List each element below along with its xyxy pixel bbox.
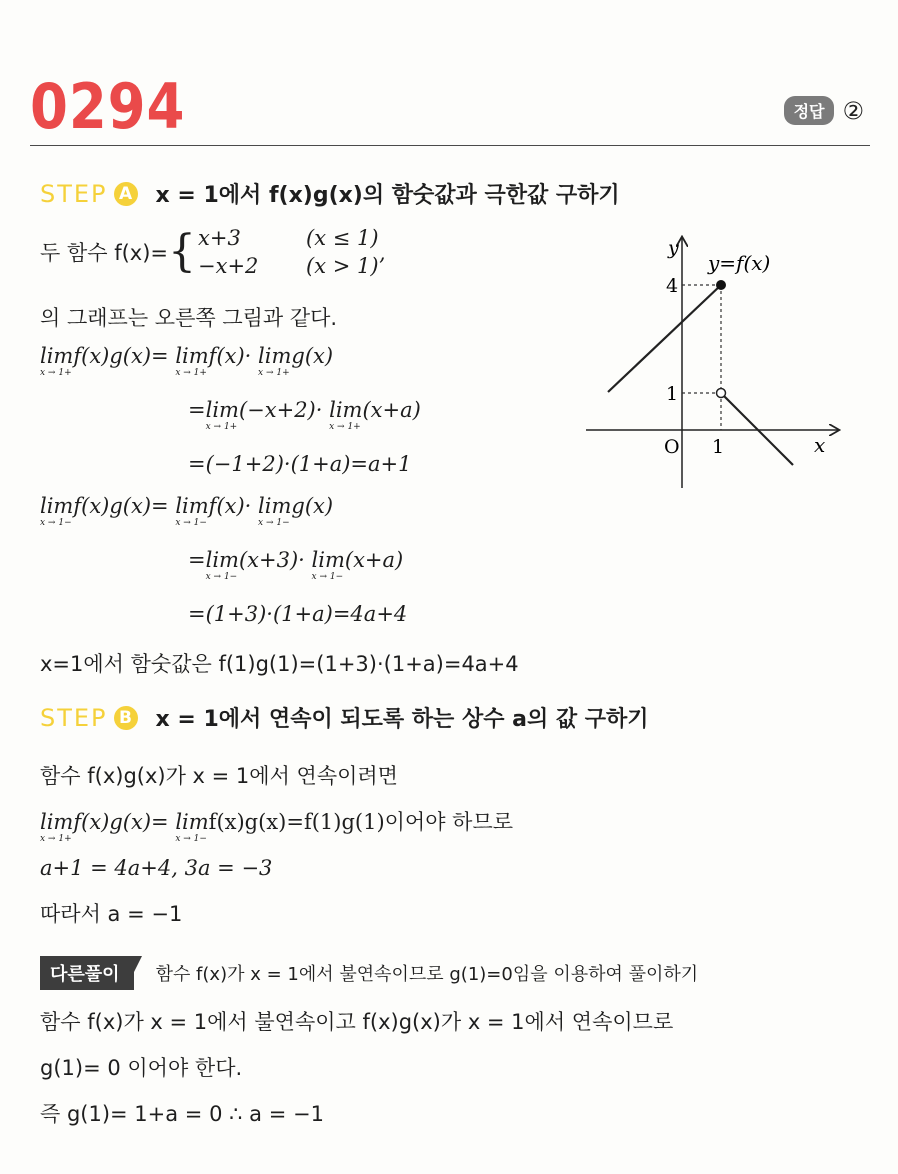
- step-a-title: x = 1에서 f(x)g(x)의 함숫값과 극한값 구하기: [155, 183, 620, 208]
- step-letter-badge: B: [114, 706, 138, 730]
- y-tick-1: 1: [666, 383, 679, 405]
- step-a-heading: [40, 178, 620, 209]
- step-b-heading: [40, 702, 649, 733]
- left-limit-line3: =(1+3)·(1+a)=4a+4: [188, 602, 408, 626]
- y-tick-4: 4: [666, 275, 679, 297]
- y-axis-label: y: [668, 237, 679, 259]
- intro-line2: 의 그래프는 오른쪽 그림과 같다.: [40, 306, 338, 330]
- answer-value: ②: [842, 96, 864, 125]
- right-limit-line2: =lim x → 1+ (−x+2)· lim x → 1+ (x+a): [188, 398, 421, 432]
- alt-badge: 다른풀이: [40, 956, 134, 990]
- step-b-line1: 함수 f(x)g(x)가 x = 1에서 연속이려면: [40, 764, 398, 788]
- step-word: STEP: [40, 179, 108, 208]
- alt-line2: g(1)= 0 이어야 한다.: [40, 1056, 243, 1080]
- step-word: STEP: [40, 703, 108, 732]
- step-b-line4: 따라서 a = −1: [40, 902, 183, 926]
- line-left-piece: [608, 285, 721, 392]
- header-rule: [30, 145, 870, 146]
- alt-line1: 함수 f(x)가 x = 1에서 불연속이고 f(x)g(x)가 x = 1에서 연속이므로: [40, 1010, 674, 1034]
- right-limit-line1: lim x → 1+ f(x)g(x)= lim x → 1+ f(x)· lim x → 1+ g(x): [40, 344, 334, 378]
- open-dot: [717, 389, 726, 398]
- case2-expression: −x+2: [198, 254, 259, 278]
- piecewise-cases: [198, 226, 385, 278]
- case2-condition: (x > 1)’: [306, 254, 386, 278]
- problem-number: 0294: [30, 70, 186, 143]
- case1-condition: (x ≤ 1): [306, 226, 379, 250]
- case1-expression: x+3: [198, 226, 241, 250]
- alt-heading-row: [40, 956, 698, 990]
- left-limit-line2: =lim x → 1− (x+3)· lim x → 1− (x+a): [188, 548, 404, 582]
- function-label: y=f(x): [708, 251, 771, 275]
- answer-area: [784, 96, 864, 125]
- step-b-line2: lim x → 1+ f(x)g(x)= lim x → 1− f(x)g(x)=f(1)g(1)이어야 하므로: [40, 810, 514, 844]
- alt-line3: 즉 g(1)= 1+a = 0 ∴ a = −1: [40, 1102, 324, 1126]
- right-limit-line3: =(−1+2)·(1+a)=a+1: [188, 452, 412, 476]
- answer-badge: 정답: [784, 96, 835, 125]
- step-b-line3: a+1 = 4a+4, 3a = −3: [40, 856, 273, 880]
- line-right-piece: [721, 393, 793, 465]
- step-letter-badge: A: [114, 182, 138, 206]
- function-value-line: x=1에서 함숫값은 f(1)g(1)=(1+3)·(1+a)=4a+4: [40, 652, 519, 676]
- x-tick-1: 1: [712, 436, 725, 458]
- piecewise-definition: [40, 226, 385, 278]
- alt-heading: 함수 f(x)가 x = 1에서 불연속이므로 g(1)=0임을 이용하여 풀이하기: [155, 964, 699, 985]
- intro-prefix: 두 함수 f(x)=: [40, 241, 169, 265]
- origin-label: O: [664, 436, 680, 458]
- left-limit-line1: lim x → 1− f(x)g(x)= lim x → 1− f(x)· lim x → 1− g(x): [40, 494, 334, 528]
- step-b-title: x = 1에서 연속이 되도록 하는 상수 a의 값 구하기: [155, 707, 649, 732]
- brace-icon: {: [168, 226, 197, 277]
- function-graph: [580, 230, 850, 500]
- closed-dot: [716, 280, 726, 290]
- x-axis-label: x: [814, 433, 826, 457]
